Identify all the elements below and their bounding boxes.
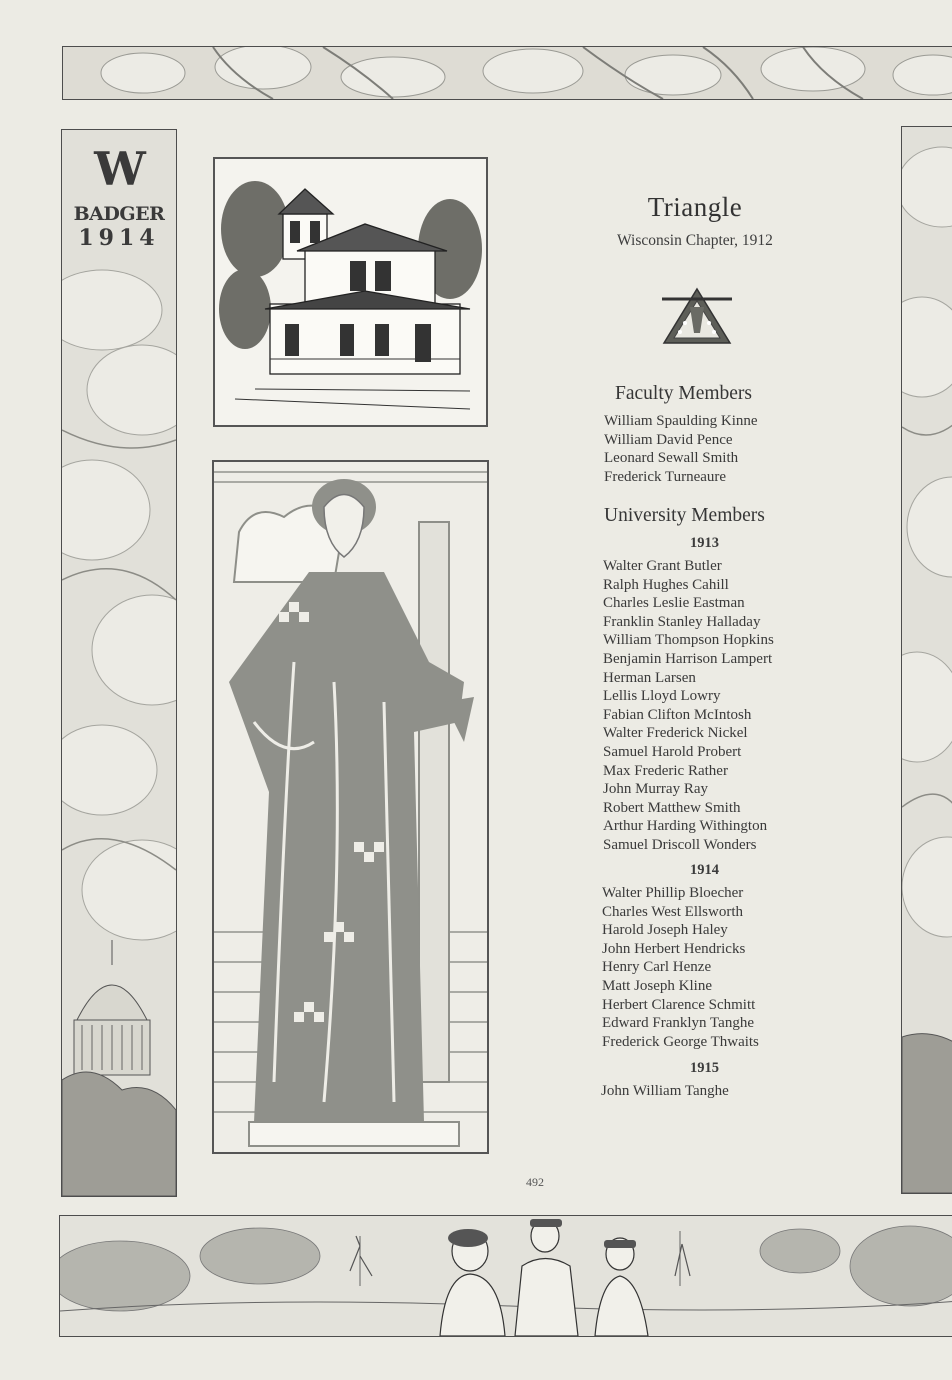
list-item: Frederick Turneaure [604,468,727,485]
list-item: William Thompson Hopkins [603,632,774,649]
list-item: John Herbert Hendricks [602,940,746,957]
list-item: Henry Carl Henze [602,959,712,976]
list-item: Herbert Clarence Schmitt [602,996,756,1013]
cloud-pattern [902,127,952,1193]
chapter-subtitle: Wisconsin Chapter, 1912 [617,232,773,249]
list-item: Samuel Harold Probert [603,743,742,760]
campus-scene-illustration [60,1216,952,1336]
list-item: Frederick George Thwaits [602,1033,759,1050]
list-item: John William Tanghe [601,1083,729,1099]
list-item: Lellis Lloyd Lowry [603,688,721,705]
list-item: William Spaulding Kinne [604,413,758,429]
list-item: Walter Phillip Bloecher [602,885,744,901]
cloud-branch-pattern [63,47,952,99]
statue-illustration [214,462,487,1152]
left-decorative-border [61,129,177,1197]
class-year-heading: 1913 [690,535,719,551]
house-illustration [215,159,486,425]
page-title: Triangle [647,192,743,222]
list-item: Robert Matthew Smith [603,799,741,816]
list-item: Fabian Clifton McIntosh [603,706,752,723]
monogram-letter: W [94,142,144,196]
list-item: Arthur Harding Withington [603,818,768,835]
class-year-heading: 1914 [690,862,719,878]
list-item: John Murray Ray [603,781,708,798]
university-heading: University Members [604,505,765,526]
top-decorative-border [62,46,952,100]
chapter-house-image [213,157,488,427]
list-item: Benjamin Harrison Lampert [603,650,773,667]
list-item: Samuel Driscoll Wonders [603,836,757,853]
cloud-pattern [62,130,176,1196]
list-item: Walter Frederick Nickel [603,725,748,742]
book-year: 1914 [78,225,160,251]
class-1913-list [603,557,774,855]
list-item: Charles Leslie Eastman [603,595,745,612]
book-title: BADGER [73,203,165,225]
class-1914-list [602,884,759,1051]
page-number: 492 [526,1175,544,1189]
class-1915-list [601,1082,729,1101]
list-item: Harold Joseph Haley [602,922,728,939]
class-year-heading: 1915 [690,1060,719,1076]
list-item: Franklin Stanley Halladay [603,613,761,630]
bottom-decorative-border [59,1215,952,1337]
fraternity-pin-icon [660,285,735,358]
list-item: Ralph Hughes Cahill [603,576,729,593]
list-item: Herman Larsen [603,669,696,686]
list-item: Matt Joseph Kline [602,977,712,994]
list-item: Walter Grant Butler [603,558,722,574]
faculty-heading: Faculty Members [615,383,753,404]
list-item: Leonard Sewall Smith [604,450,739,467]
list-item: Max Frederic Rather [603,762,728,779]
list-item: Charles West Ellsworth [602,903,743,920]
robed-figure-image [212,460,489,1154]
right-decorative-border [901,126,952,1194]
triangle-badge-icon [660,285,735,353]
faculty-list [604,412,758,486]
list-item: Edward Franklyn Tanghe [602,1015,754,1032]
list-item: William David Pence [604,431,733,448]
